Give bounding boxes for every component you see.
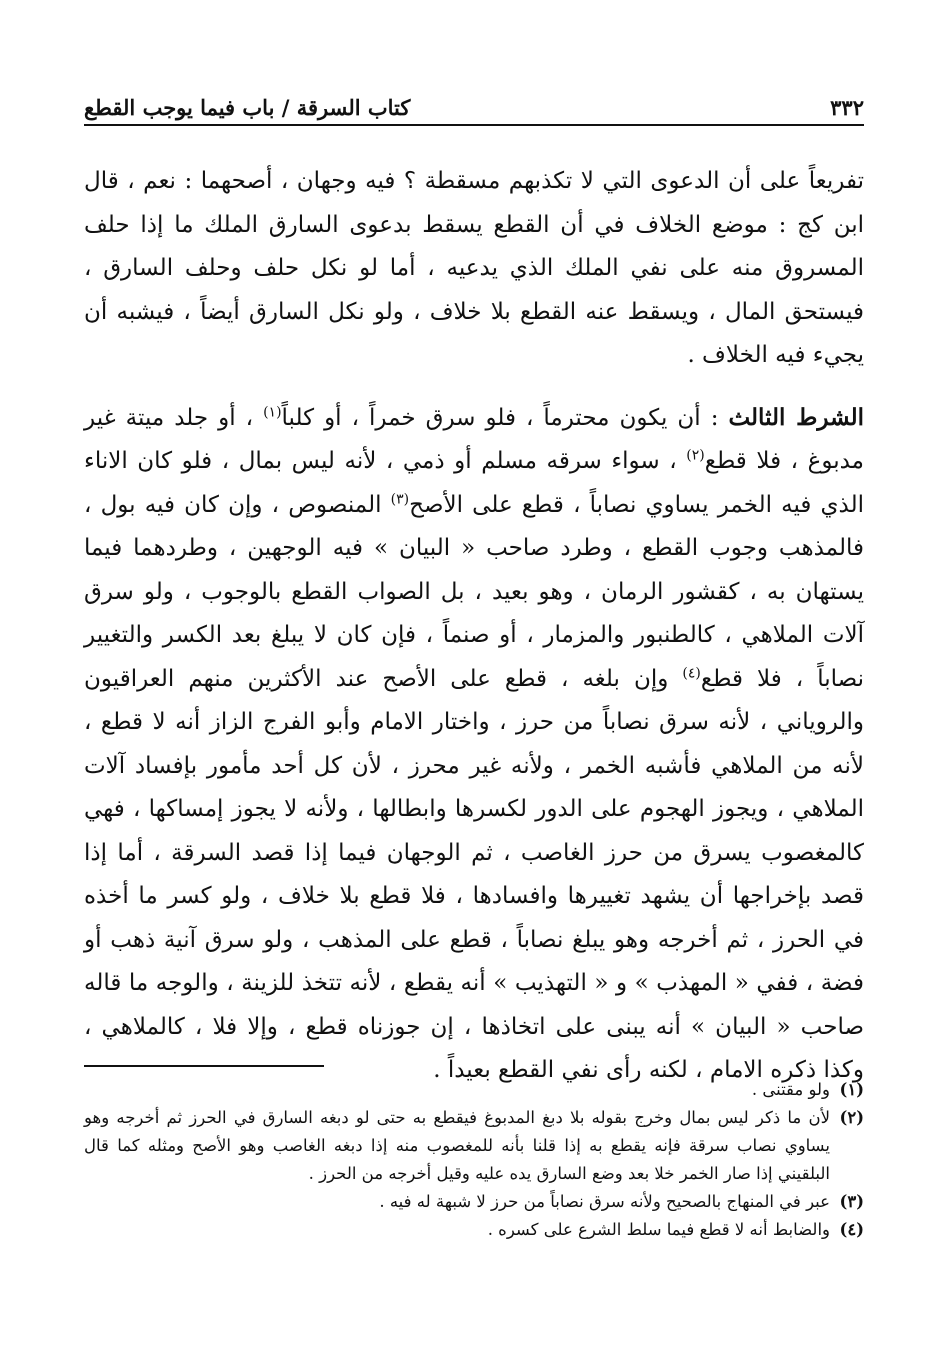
- book-page: [84, 0, 864, 1357]
- footnote-text: والضابط أنه لا قطع فيما سلط الشرع على كسره .: [487, 1220, 830, 1239]
- page-number: ٣٣٢: [830, 94, 864, 120]
- footnote-item: [84, 1104, 864, 1188]
- footnotes: [84, 1076, 864, 1244]
- paragraph-1: تفريعاً على أن الدعوى التي لا تكذبهم مسقطة ؟ فيه وجهان ، أصحهما : نعم ، قال ابن كج : موضع الخلاف في أن القطع يسقط بدعوى السارق الملك ما إذا حلف المسروق منه على نفي الملك الذي يدعيه ، أما لو نكل حلف وحلف السارق ، فيستحق المال ، ويسقط عنه القطع بلا خلاف ، ولو نكل السارق أيضاً ، فيشبه أن يجيء فيه الخلاف .: [84, 168, 865, 368]
- footnote-ref-4[interactable]: (٤): [682, 664, 701, 681]
- footnote-ref-1[interactable]: (١): [263, 403, 282, 420]
- paragraph-2: [84, 396, 864, 1093]
- footnote-text: عبر في المنهاج بالصحيح ولأنه سرق نصاباً من حرز لا شبهة له فيه .: [379, 1192, 830, 1211]
- page-header: [84, 84, 864, 120]
- footnote-item: [84, 1188, 864, 1216]
- paragraph-2-segment-1: : أن يكون محترماً ، فلو سرق خمراً ، أو كلباً: [281, 404, 729, 431]
- footnote-ref-2[interactable]: (٢): [686, 447, 705, 464]
- running-title: كتاب السرقة / باب فيما يوجب القطع: [84, 94, 411, 120]
- header-rule: [84, 124, 864, 126]
- footnote-number: (٤): [839, 1220, 864, 1239]
- footnote-number: (١): [839, 1080, 864, 1099]
- main-text: [84, 160, 864, 1093]
- footnote-ref-3[interactable]: (٣): [390, 490, 410, 507]
- paragraph-2-segment-3: ، سواء سرقه مسلم أو ذمي ، لأنه ليس بمال ، فلو كان الاناء الذي فيه الخمر يساوي نصاباً ، قطع على الأصح: [84, 448, 864, 518]
- paragraph-2-segment-5: وإن بلغه ، قطع على الأصح عند الأكثرين منهم العراقيون والروياني ، لأنه سرق نصاباً من حرز ، واختار الامام وأبو الفرج الزاز أنه لا قطع ، لأنه من الملاهي فأشبه الخمر ، ولأنه غير محرز ، لأن كل أحد مأمور بإفساد آلات الملاهي ، ويجوز الهجوم على الدور لكسرها وابطالها ، ولأنه لا يجوز إمساكها ، فهي كالمغصوب يسرق من حرز الغاصب ، ثم الوجهان فيما إذا قصد السرقة ، أما إذا قصد بإخراجها أن يشهد تغييرها وافسادها ، فلا قطع بلا خلاف ، ولو كسر ما أخذه في الحرز ، ثم أخرجه وهو يبلغ نصاباً ، قطع على المذهب ، ولو سرق آنية ذهب أو فضة ، ففي « المهذب » و « التهذيب » أنه يقطع ، لأنه تتخذ للزينة ، والوجه ما قاله صاحب « البيان » أنه يبنى على اتخاذها ، إن جوزناه قطع ، وإلا فلا ، كالملاهي ، وكذا ذكره الامام ، لكنه رأى نفي القطع بعيداً .: [84, 665, 864, 1083]
- footnote-text: ولو مقتنى .: [751, 1080, 830, 1099]
- footnote-separator: [84, 1065, 324, 1067]
- footnote-text: لأن ما ذكر ليس بمال وخرج بقوله بلا دبغ المدبوغ فيقطع به حتى لو دبغه السارق في الحرز ثم أخرجه وهو يساوي نصاب سرقة فإنه يقطع به إذا قلنا بأنه للمغصوب منه إذا دبغه الغاصب وهو الأصح ومثله كما قال البلقيني إذا صار الخمر خلا بعد وضع السارق يده عليه وقيل أخرجه من الحرز .: [84, 1108, 830, 1183]
- paragraph-2-segment-4: المنصوص ، وإن كان فيه بول ، فالمذهب وجوب القطع ، وطرد صاحب « البيان » فيه الوجهين ، وطردهما فيما يستهان به ، كقشور الرمان ، وهو بعيد ، بل الصواب القطع بالوجوب ، ولو سرق آلات الملاهي ، كالطنبور والمزمار ، أو صنماً ، فإن كان لا يبلغ بعد الكسر والتغيير نصاباً ، فلا قطع: [84, 491, 865, 692]
- footnote-item: [84, 1216, 864, 1244]
- section-lead-heading: الشرط الثالث: [728, 403, 864, 431]
- footnote-number: (٢): [839, 1108, 864, 1127]
- footnote-number: (٣): [839, 1192, 864, 1211]
- paragraph-2-segment-2: ، أو جلد ميتة غير مدبوغ ، فلا قطع: [84, 404, 864, 474]
- footnote-item: [84, 1076, 864, 1104]
